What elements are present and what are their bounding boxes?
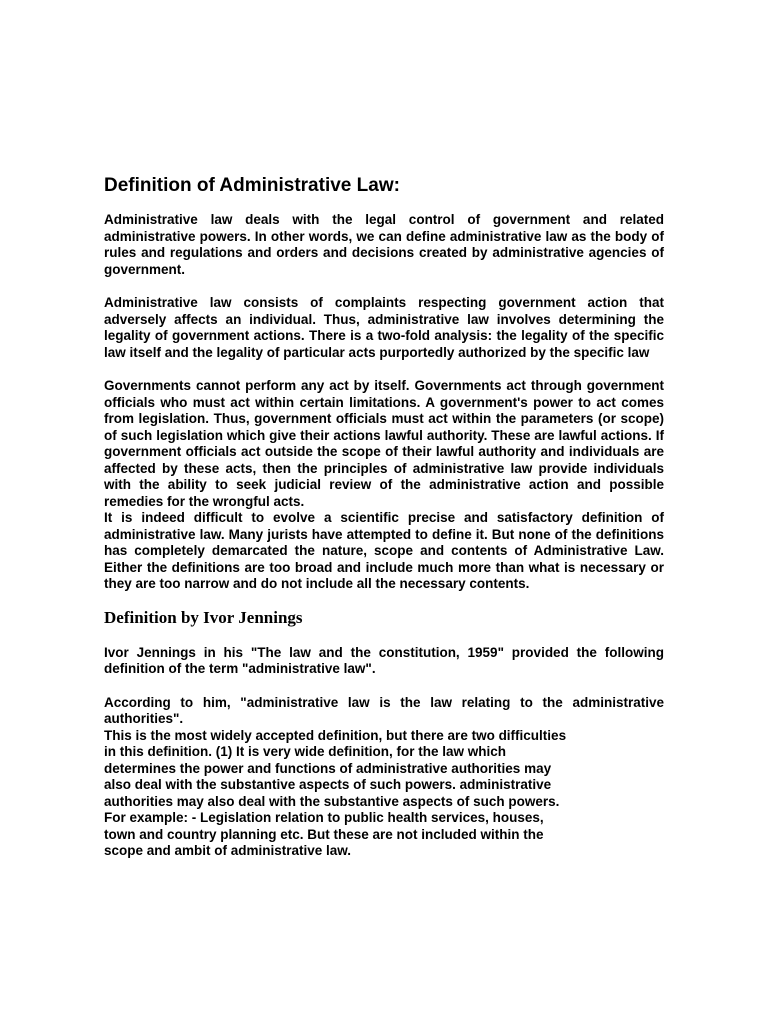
- paragraph-jennings-intro: Ivor Jennings in his "The law and the constitution, 1959" provided the following definition of the term "administrative law".: [104, 644, 664, 676]
- closing-line: authorities may also deal with the substantive aspects of such powers.: [104, 793, 560, 809]
- closing-line: also deal with the substantive aspects of such powers. administrative: [104, 777, 552, 792]
- paragraph-complaints: Administrative law consists of complaints respecting government action that adversely affects an individual. Thus, administrative law involves determining the legality of government actions. There is a two-fold analysis: the legality of the specific law itself and the legality of particular acts purportedly authorized by the specific law: [104, 295, 664, 360]
- paragraph-governments: Governments cannot perform any act by itself. Governments act through government officials who must act within certain limitations. A government's power to act comes from legislation. Thus, government officials must act within the parameters (or scope) of such legislation which give their actions lawful authority. These are lawful actions. If government officials act outside the scope of their lawful authority and individuals are affected by these acts, then the principles of administrative law provide individuals with the ability to seek judicial review of the administrative action and possible remedies for the wrongful acts.: [104, 378, 664, 509]
- paragraph-definition: Administrative law deals with the legal control of government and related administrative powers. In other words, we can define administrative law as the body of rules and regulations and orders and decisions created by administrative agencies of government.: [104, 212, 664, 277]
- page-title: Definition of Administrative Law:: [104, 175, 400, 196]
- closing-line: in this definition. (1) It is very wide definition, for the law which: [104, 744, 507, 759]
- paragraph-difficulty: It is indeed difficult to evolve a scientific precise and satisfactory definition of administrative law. Many jurists have attempted to define it. But none of the definitions has completely demarcated the nature, scope and contents of Administrative Law. Either the definitions are too broad and include much more than what is necessary or they are too narrow and do not include all the necessary contents.: [104, 510, 664, 591]
- subheading-jennings: Definition by Ivor Jennings: [104, 607, 303, 627]
- closing-line: This is the most widely accepted definition, but there are two difficulties: [104, 727, 567, 743]
- document-page: [104, 170, 664, 860]
- closing-line: determines the power and functions of administrative authorities may: [104, 760, 552, 776]
- closing-line: town and country planning etc. But these are not included within the: [104, 826, 544, 842]
- closing-block: [104, 728, 664, 860]
- paragraph-jennings-quote: According to him, "administrative law is the law relating to the administrative authorities".: [104, 694, 664, 726]
- closing-line: For example: - Legislation relation to public health services, houses,: [104, 810, 544, 825]
- closing-line: scope and ambit of administrative law.: [104, 843, 352, 858]
